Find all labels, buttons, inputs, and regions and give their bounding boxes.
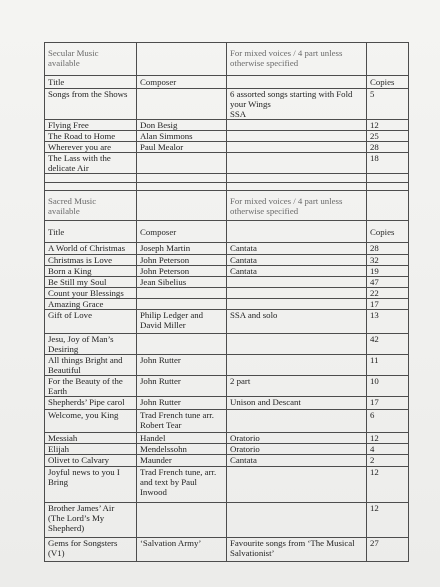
- title-cell: Gift of Love: [45, 310, 137, 334]
- empty-cell: [227, 183, 367, 191]
- copies-cell: 5: [367, 89, 409, 120]
- copies-cell: 42: [367, 334, 409, 355]
- notes-cell: Cantata: [227, 243, 367, 255]
- notes-cell: [227, 277, 367, 288]
- copies-cell: 17: [367, 299, 409, 310]
- section-header-row: [45, 43, 409, 76]
- table-row: [45, 455, 409, 467]
- title-cell: Brother James’ Air (The Lord’s My Shepherd): [45, 503, 137, 538]
- notes-cell: [227, 153, 367, 174]
- title-cell: Gems for Songsters (V1): [45, 538, 137, 562]
- empty-cell: [137, 174, 227, 183]
- table-row: [45, 410, 409, 433]
- composer-cell: Jean Sibelius: [137, 277, 227, 288]
- notes-cell: Unison and Descant: [227, 397, 367, 410]
- title-cell: Be Still my Soul: [45, 277, 137, 288]
- copies-cell: 12: [367, 120, 409, 131]
- notes-cell: [227, 131, 367, 142]
- copies-cell: 13: [367, 310, 409, 334]
- notes-cell: [227, 334, 367, 355]
- copies-cell: 12: [367, 503, 409, 538]
- empty-cell: [367, 191, 409, 221]
- table-row: [45, 355, 409, 376]
- copies-cell: 32: [367, 255, 409, 266]
- copies-cell: 11: [367, 355, 409, 376]
- composer-cell: Mendelssohn: [137, 444, 227, 455]
- table-row: [45, 89, 409, 120]
- copies-cell: 28: [367, 243, 409, 255]
- column-header-row: [45, 76, 409, 89]
- copies-cell: 19: [367, 266, 409, 277]
- title-cell: Jesu, Joy of Man’s Desiring: [45, 334, 137, 355]
- table-row: [45, 153, 409, 174]
- composer-cell: Handel: [137, 433, 227, 444]
- notes-cell: Cantata: [227, 455, 367, 467]
- composer-cell: John Peterson: [137, 266, 227, 277]
- empty-cell: [367, 43, 409, 76]
- notes-cell: 6 assorted songs starting with Fold your Wings SSA: [227, 89, 367, 120]
- composer-cell: ‘Salvation Army’: [137, 538, 227, 562]
- column-header-title: Title: [45, 76, 137, 89]
- table-row: [45, 538, 409, 562]
- composer-cell: Don Besig: [137, 120, 227, 131]
- table-row: [45, 120, 409, 131]
- title-cell: Amazing Grace: [45, 299, 137, 310]
- table-row: [45, 503, 409, 538]
- notes-cell: 2 part: [227, 376, 367, 397]
- column-header-copies: Copies: [367, 76, 409, 89]
- notes-cell: Oratorio: [227, 444, 367, 455]
- empty-cell: [367, 183, 409, 191]
- title-cell: Flying Free: [45, 120, 137, 131]
- table-row: [45, 142, 409, 153]
- notes-cell: SSA and solo: [227, 310, 367, 334]
- composer-cell: Trad French tune arr. Robert Tear: [137, 410, 227, 433]
- composer-cell: Philip Ledger and David Miller: [137, 310, 227, 334]
- notes-cell: Cantata: [227, 255, 367, 266]
- composer-cell: Joseph Martin: [137, 243, 227, 255]
- notes-cell: [227, 503, 367, 538]
- table-row: [45, 467, 409, 503]
- notes-cell: [227, 288, 367, 299]
- notes-cell: [227, 120, 367, 131]
- music-library-table: [44, 42, 409, 562]
- title-cell: Count your Blessings: [45, 288, 137, 299]
- copies-cell: 12: [367, 467, 409, 503]
- table-row: [45, 266, 409, 277]
- section-header-row: [45, 191, 409, 221]
- composer-cell: John Rutter: [137, 355, 227, 376]
- voicing-note: For mixed voices / 4 part unless otherwise specified: [227, 43, 367, 76]
- copies-cell: 6: [367, 410, 409, 433]
- voicing-note: For mixed voices / 4 part unless otherwise specified: [227, 191, 367, 221]
- title-cell: Joyful news to you I Bring: [45, 467, 137, 503]
- column-header-notes: [227, 76, 367, 89]
- title-cell: Wherever you are: [45, 142, 137, 153]
- copies-cell: 27: [367, 538, 409, 562]
- title-cell: A World of Christmas: [45, 243, 137, 255]
- table-body: [45, 43, 409, 562]
- blank-row: [45, 174, 409, 183]
- composer-cell: [137, 288, 227, 299]
- table-row: [45, 334, 409, 355]
- notes-cell: [227, 410, 367, 433]
- composer-cell: [137, 89, 227, 120]
- composer-cell: Paul Mealor: [137, 142, 227, 153]
- copies-cell: 25: [367, 131, 409, 142]
- composer-cell: John Peterson: [137, 255, 227, 266]
- section-heading: Sacred Music available: [45, 191, 137, 221]
- composer-cell: [137, 153, 227, 174]
- section-heading: Secular Music available: [45, 43, 137, 76]
- copies-cell: 12: [367, 433, 409, 444]
- table-row: [45, 243, 409, 255]
- empty-cell: [45, 174, 137, 183]
- notes-cell: [227, 299, 367, 310]
- column-header-row: [45, 221, 409, 243]
- table-row: [45, 255, 409, 266]
- table-row: [45, 310, 409, 334]
- title-cell: Olivet to Calvary: [45, 455, 137, 467]
- copies-cell: 28: [367, 142, 409, 153]
- column-header-copies: Copies: [367, 221, 409, 243]
- table-row: [45, 433, 409, 444]
- empty-cell: [137, 183, 227, 191]
- composer-cell: [137, 503, 227, 538]
- empty-cell: [45, 183, 137, 191]
- table-row: [45, 444, 409, 455]
- composer-cell: Maunder: [137, 455, 227, 467]
- notes-cell: [227, 142, 367, 153]
- notes-cell: [227, 355, 367, 376]
- title-cell: Born a King: [45, 266, 137, 277]
- empty-cell: [367, 174, 409, 183]
- title-cell: Shepherds’ Pipe carol: [45, 397, 137, 410]
- title-cell: Christmas is Love: [45, 255, 137, 266]
- composer-cell: [137, 334, 227, 355]
- composer-cell: John Rutter: [137, 376, 227, 397]
- column-header-title: Title: [45, 221, 137, 243]
- title-cell: The Lass with the delicate Air: [45, 153, 137, 174]
- blank-row: [45, 183, 409, 191]
- title-cell: Elijah: [45, 444, 137, 455]
- column-header-composer: Composer: [137, 76, 227, 89]
- empty-cell: [137, 43, 227, 76]
- copies-cell: 18: [367, 153, 409, 174]
- copies-cell: 2: [367, 455, 409, 467]
- title-cell: The Road to Home: [45, 131, 137, 142]
- composer-cell: [137, 299, 227, 310]
- title-cell: Welcome, you King: [45, 410, 137, 433]
- notes-cell: Favourite songs from ‘The Musical Salvationist’: [227, 538, 367, 562]
- table-row: [45, 277, 409, 288]
- copies-cell: 22: [367, 288, 409, 299]
- table-row: [45, 299, 409, 310]
- copies-cell: 47: [367, 277, 409, 288]
- notes-cell: Oratorio: [227, 433, 367, 444]
- empty-cell: [137, 191, 227, 221]
- notes-cell: [227, 467, 367, 503]
- empty-cell: [227, 174, 367, 183]
- column-header-composer: Composer: [137, 221, 227, 243]
- copies-cell: 4: [367, 444, 409, 455]
- title-cell: All things Bright and Beautiful: [45, 355, 137, 376]
- composer-cell: Alan Simmons: [137, 131, 227, 142]
- table-row: [45, 288, 409, 299]
- table-row: [45, 376, 409, 397]
- table-row: [45, 131, 409, 142]
- copies-cell: 10: [367, 376, 409, 397]
- copies-cell: 17: [367, 397, 409, 410]
- composer-cell: Trad French tune, arr. and text by Paul Inwood: [137, 467, 227, 503]
- table-row: [45, 397, 409, 410]
- title-cell: Songs from the Shows: [45, 89, 137, 120]
- notes-cell: Cantata: [227, 266, 367, 277]
- title-cell: Messiah: [45, 433, 137, 444]
- column-header-notes: [227, 221, 367, 243]
- title-cell: For the Beauty of the Earth: [45, 376, 137, 397]
- composer-cell: John Rutter: [137, 397, 227, 410]
